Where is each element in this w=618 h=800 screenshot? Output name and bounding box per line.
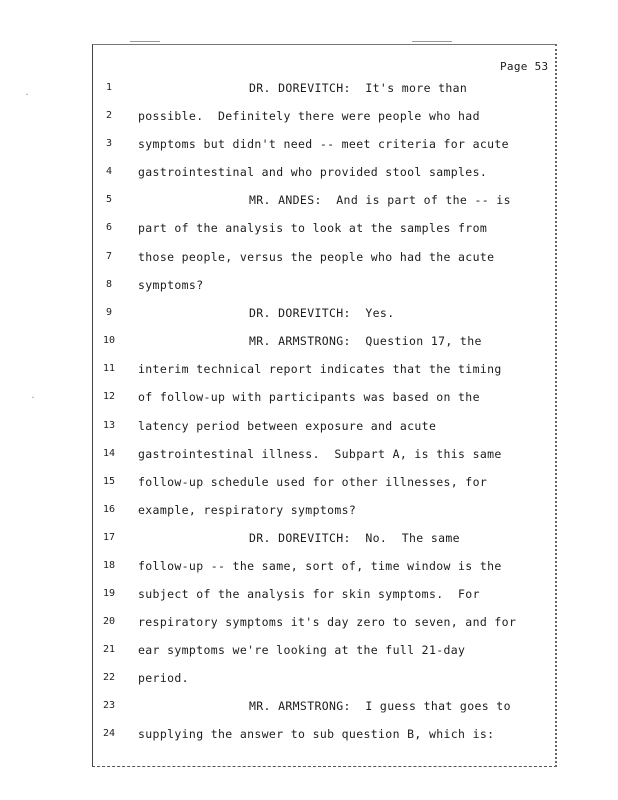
transcript-line: follow-up -- the same, sort of, time window is the: [138, 559, 502, 573]
line-number: 14: [102, 448, 116, 459]
line-number: 21: [102, 644, 116, 655]
margin-mark: ˙: [24, 92, 30, 106]
scan-mark: [130, 41, 160, 42]
transcript-line: possible. Definitely there were people who had: [138, 109, 480, 123]
line-number: 8: [105, 279, 113, 290]
line-number: 22: [102, 672, 116, 683]
transcript-line: of follow-up with participants was based on the: [138, 390, 480, 404]
line-number: 6: [105, 222, 113, 233]
scan-mark: [412, 41, 452, 42]
line-number: 3: [105, 138, 113, 149]
line-number: 16: [102, 504, 116, 515]
line-number: 7: [105, 251, 113, 262]
transcript-line: part of the analysis to look at the samples from: [138, 221, 488, 235]
line-number: 5: [105, 194, 113, 205]
transcript-line: latency period between exposure and acute: [138, 419, 437, 433]
line-number: 12: [102, 391, 116, 402]
line-number: 19: [102, 588, 116, 599]
transcript-line: gastrointestinal illness. Subpart A, is this same: [138, 447, 502, 461]
transcript-line: gastrointestinal and who provided stool samples.: [138, 165, 488, 179]
line-number: 9: [105, 307, 113, 318]
transcript-line: ear symptoms we're looking at the full 21-day: [138, 643, 466, 657]
transcript-page-frame: [92, 44, 557, 767]
line-number: 1: [105, 82, 113, 93]
transcript-line: example, respiratory symptoms?: [138, 503, 357, 517]
line-number: 17: [102, 532, 116, 543]
transcript-line: DR. DOREVITCH: No. The same: [249, 531, 460, 545]
line-number: 10: [102, 335, 116, 346]
transcript-line: symptoms?: [138, 278, 204, 292]
transcript-line: period.: [138, 671, 189, 685]
line-number: 24: [102, 728, 116, 739]
transcript-line: MR. ANDES: And is part of the -- is: [249, 193, 511, 207]
transcript-line: symptoms but didn't need -- meet criteria for acute: [138, 137, 509, 151]
transcript-line: subject of the analysis for skin symptoms. For: [138, 587, 480, 601]
transcript-line: DR. DOREVITCH: Yes.: [249, 306, 395, 320]
transcript-line: those people, versus the people who had the acute: [138, 250, 495, 264]
line-number: 4: [105, 166, 113, 177]
line-number: 23: [102, 700, 116, 711]
transcript-line: MR. ARMSTRONG: I guess that goes to: [249, 699, 511, 713]
transcript-line: follow-up schedule used for other illnesses, for: [138, 475, 488, 489]
line-number: 2: [105, 110, 113, 121]
transcript-line: respiratory symptoms it's day zero to seven, and for: [138, 615, 517, 629]
line-number: 20: [102, 616, 116, 627]
margin-mark: ˙: [30, 395, 36, 409]
line-number: 15: [102, 476, 116, 487]
transcript-line: interim technical report indicates that the timing: [138, 362, 502, 376]
transcript-line: MR. ARMSTRONG: Question 17, the: [249, 334, 482, 348]
line-number: 11: [102, 363, 116, 374]
page-number: Page 53: [500, 60, 549, 73]
transcript-line: DR. DOREVITCH: It's more than: [249, 81, 468, 95]
transcript-line: supplying the answer to sub question B, which is:: [138, 727, 495, 741]
line-number: 13: [102, 420, 116, 431]
line-number: 18: [102, 560, 116, 571]
